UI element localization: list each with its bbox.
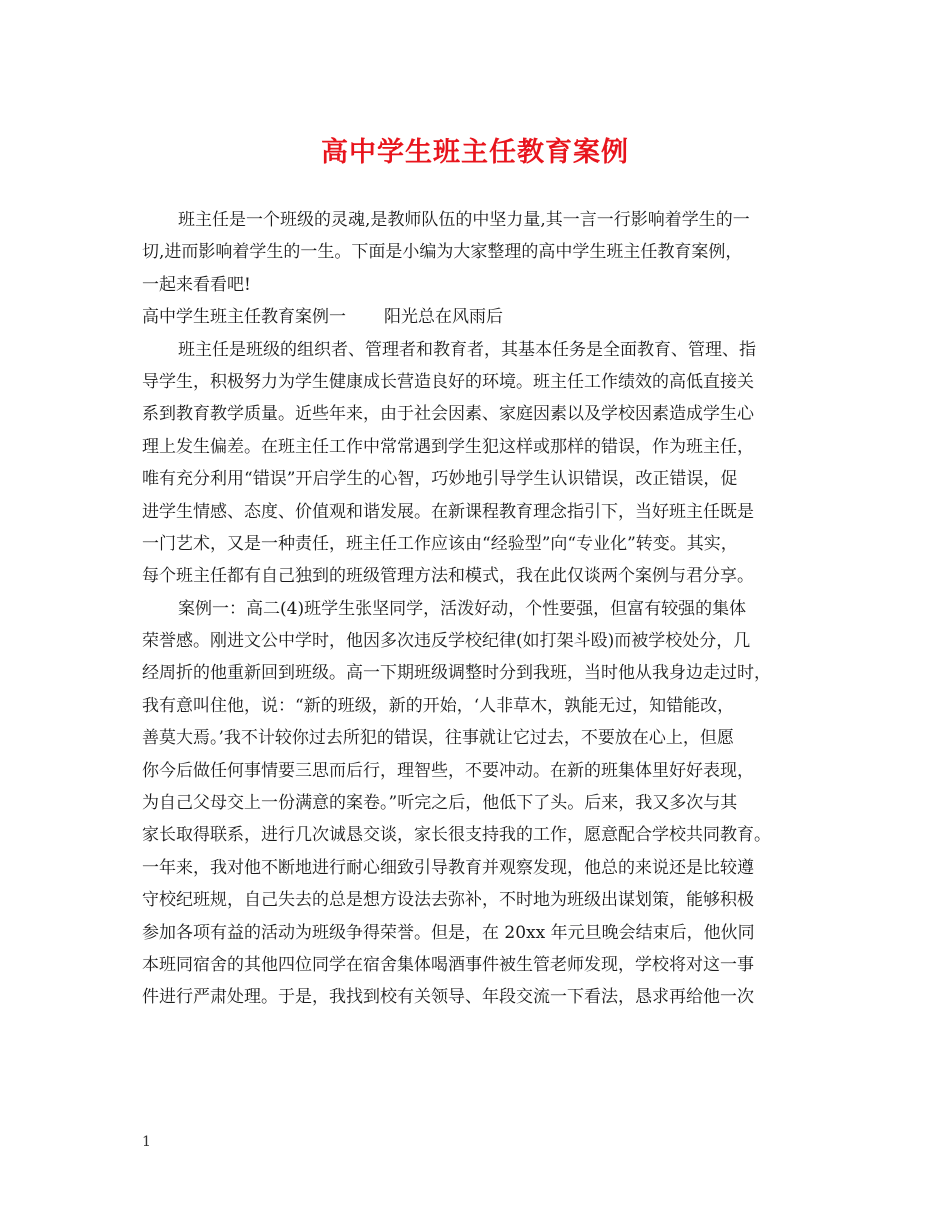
paragraph-line: 案例一：高二(4)班学生张坚同学，活泼好动，个性要强，但富有较强的集体 [178,598,747,619]
paragraph-line: 家长取得联系，进行几次诚恳交谈，家长很支持我的工作，愿意配合学校共同教育。 [142,825,771,846]
intro-line: 切,进而影响着学生的一生。下面是小编为大家整理的高中学生班主任教育案例， [142,242,743,263]
paragraph-line: 导学生，积极努力为学生健康成长营造良好的环境。班主任工作绩效的高低直接关 [142,371,754,392]
paragraph-line: 善莫大焉。’我不计较你过去所犯的错误，往事就让它过去，不要放在心上，但愿 [142,728,734,749]
paragraph-line: 件进行严肃处理。于是，我找到校有关领导、年段交流一下看法，恳求再给他一次 [142,987,754,1008]
paragraph-line: 参加各项有益的活动为班级争得荣誉。但是，在 20xx 年元旦晚会结束后，他伙同 [142,922,755,943]
paragraph-line: 经周折的他重新回到班级。高一下期班级调整时分到我班，当时他从我身边走过时， [142,663,771,684]
section-heading [142,301,824,333]
paragraph-line: 一门艺术，又是一种责任，班主任工作应该由“经验型”向“专业化”转变。其实， [142,533,738,554]
section-heading-title: 高中学生班主任教育案例一 [142,307,346,328]
paragraph-line: 本班同宿舍的其他四位同学在宿舍集体喝酒事件被生管老师发现，学校将对这一事 [142,954,754,975]
paragraph-line: 理上发生偏差。在班主任工作中常常遇到学生犯这样或那样的错误，作为班主任， [142,436,754,457]
intro-line: 一起来看看吧! [142,274,251,295]
paragraph-line: 一年来，我对他不断地进行耐心细致引导教育并观察发现，他总的来说还是比较遵 [142,857,754,878]
paragraph-line: 班主任是班级的组织者、管理者和教育者，其基本任务是全面教育、管理、指 [178,339,756,360]
paragraph-line: 为自己父母交上一份满意的案卷。”听完之后，他低下了头。后来，我又多次与其 [142,793,738,814]
section-heading-subtitle: 阳光总在风雨后 [384,307,503,328]
page-number: 1 [142,1134,151,1150]
document-title: 高中学生班主任教育案例 [321,137,629,168]
paragraph-line: 系到教育教学质量。近些年来，由于社会因素、家庭因素以及学校因素造成学生心 [142,404,754,425]
paragraph-line: 进学生情感、态度、价值观和谐发展。在新课程教育理念指引下，当好班主任既是 [142,501,754,522]
paragraph-line: 你今后做任何事情要三思而后行，理智些，不要冲动。在新的班集体里好好表现， [142,760,754,781]
paragraph-line: 荣誉感。刚进文公中学时，他因多次违反学校纪律(如打架斗殴)而被学校处分，几 [142,631,751,652]
document-body [142,204,824,1014]
intro-line: 班主任是一个班级的灵魂,是教师队伍的中坚力量,其一言一行影响着学生的一 [178,210,750,230]
paragraph-line: 每个班主任都有自己独到的班级管理方法和模式，我在此仅谈两个案例与君分享。 [142,566,754,587]
paragraph-line: 我有意叫住他，说：“新的班级，新的开始，‘人非草木，孰能无过，知错能改， [142,695,735,716]
paragraph-line: 唯有充分利用“错误”开启学生的心智，巧妙地引导学生认识错误，改正错误，促 [142,469,738,490]
paragraph-line: 守校纪班规，自己失去的总是想方设法去弥补，不时地为班级出谋划策，能够积极 [142,890,754,911]
